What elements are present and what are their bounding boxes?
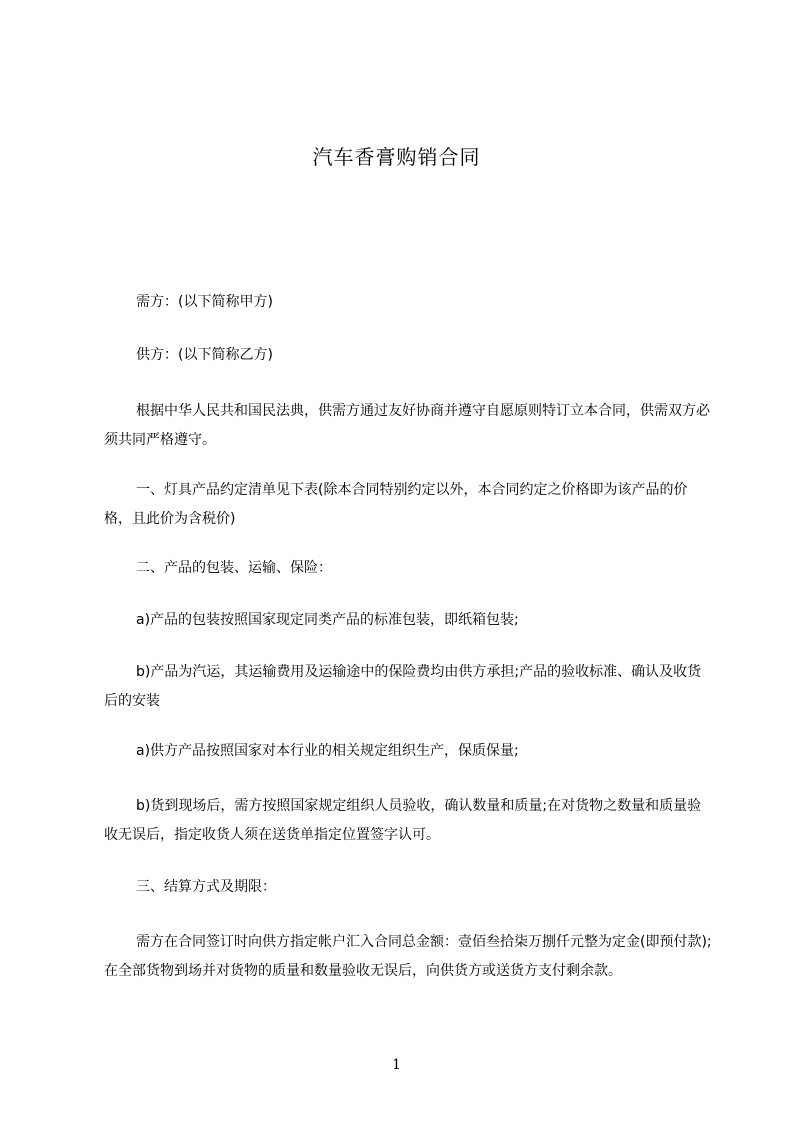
buyer-line: 需方：(以下简称甲方) (136, 294, 273, 310)
clause-2-heading: 二、产品的包装、运输、保险： (136, 560, 332, 576)
clause-3-paragraph: 需方在合同签订时向供方指定帐户汇入合同总金额：壹佰叁拾柒万捌仟元整为定金(即预付款);在全部货物到场并对货物的质量和数量验收无误后，向供货方或送货方支付剩余款。 (104, 934, 712, 979)
clause-2d-paragraph: b)货到现场后，需方按照国家规定组织人员验收，确认数量和质量;在对货物之数量和质量验收无误后，指定收货人须在送货单指定位置签字认可。 (104, 798, 702, 843)
clause-1-paragraph: 一、灯具产品约定清单见下表(除本合同特别约定以外，本合同约定之价格即为该产品的价格，且此价为含税价) (104, 482, 688, 527)
clause-3-heading: 三、结算方式及期限： (136, 879, 276, 895)
preamble-paragraph: 根据中华人民共和国民法典，供需方通过友好协商并遵守自愿原则特订立本合同，供需双方必须共同严格遵守。 (104, 403, 710, 448)
clause-2b-paragraph: b)产品为汽运，其运输费用及运输途中的保险费均由供方承担;产品的验收标准、确认及收货后的安装 (104, 664, 702, 709)
clause-2a-paragraph: a)产品的包装按照国家现定同类产品的标准包装，即纸箱包装; (136, 612, 519, 628)
clause-2c-paragraph: a)供方产品按照国家对本行业的相关规定组织生产，保质保量; (136, 743, 519, 759)
contract-title: 汽车香膏购销合同 (312, 145, 481, 169)
page-number: 1 (392, 1057, 401, 1073)
supplier-line: 供方：(以下简称乙方) (136, 347, 273, 363)
